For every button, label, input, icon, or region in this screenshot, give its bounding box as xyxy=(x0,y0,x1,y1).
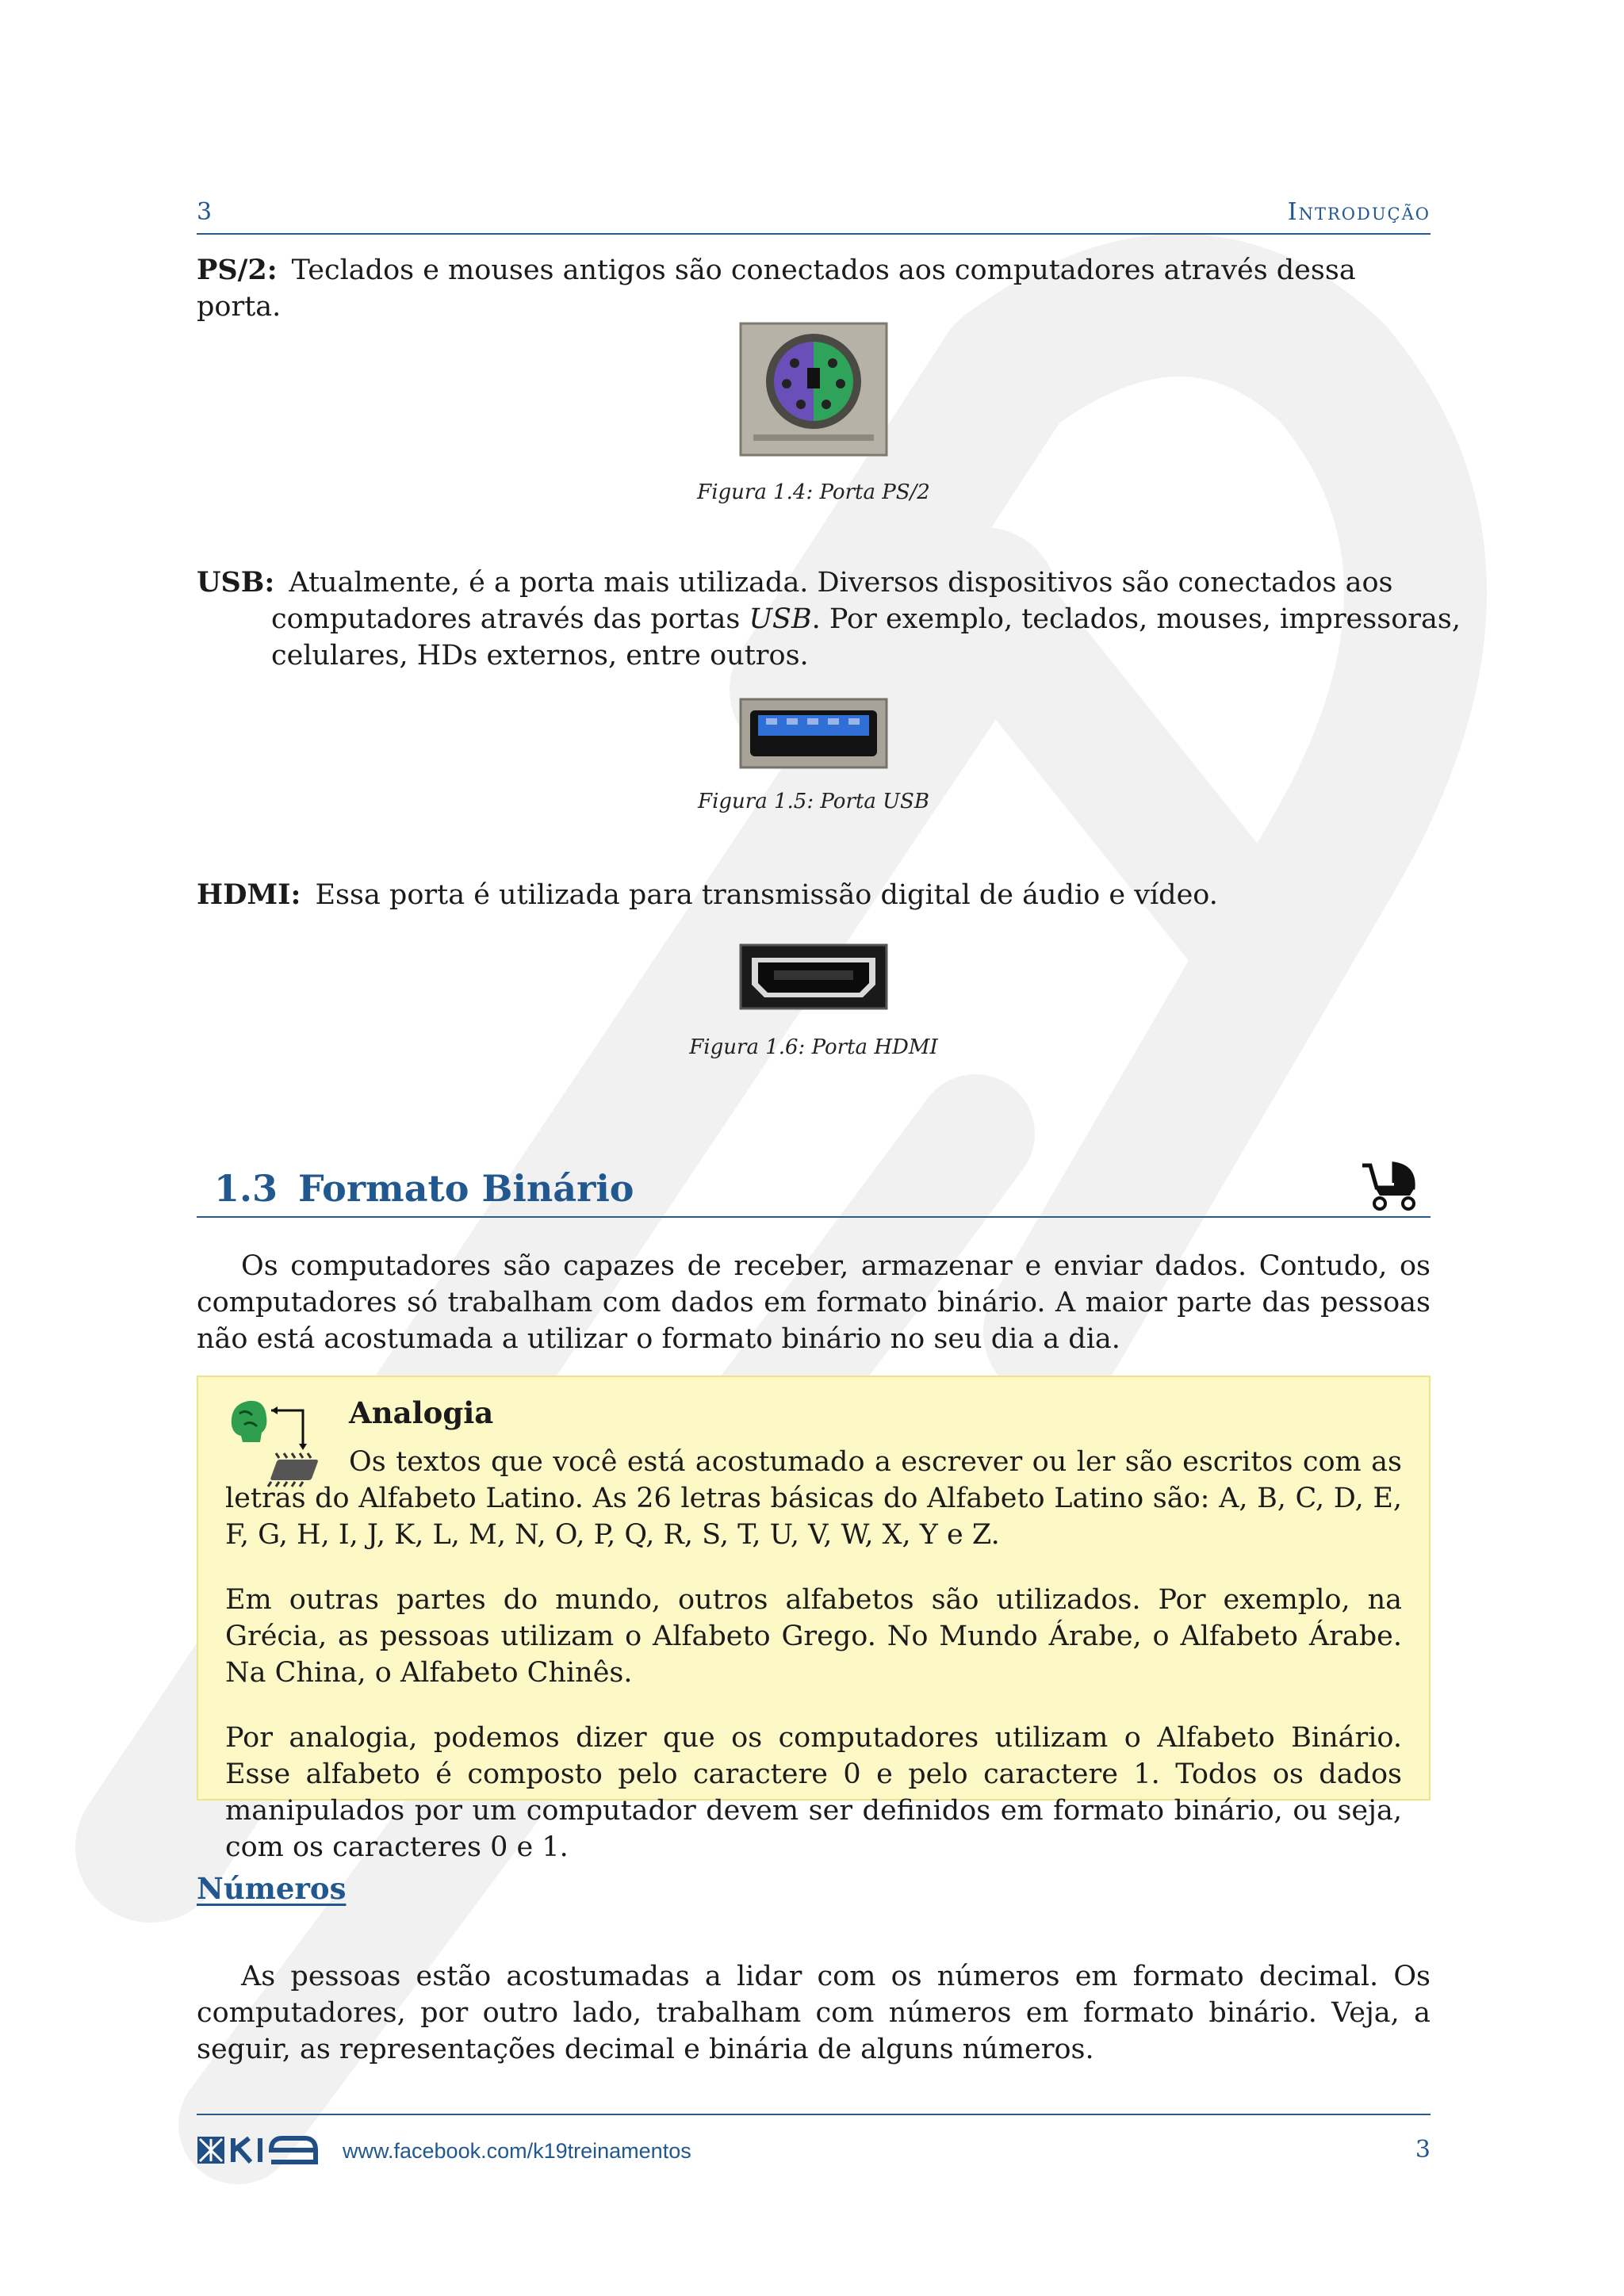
figure-caption: Figura 1.6: Porta HDMI xyxy=(689,1035,938,1059)
page xyxy=(197,0,1461,2296)
analogy-paragraph: Em outras partes do mundo, outros alfabetos são utilizados. Por exemplo, na Grécia, as pessoas utilizam o Alfabeto Grego. No Mundo Árabe, o Alfabeto Árabe. Na China, o Alfabeto Chinês. xyxy=(225,1584,1402,1689)
port-description: Teclados e mouses antigos são conectados aos computadores através dessa porta. xyxy=(197,254,1356,323)
figure-usb xyxy=(197,698,1431,813)
port-description-cont: . Por exemplo, teclados, mouses, impressoras, celulares, HDs externos, entre outros. xyxy=(271,603,1461,672)
analogy-body xyxy=(225,1444,1402,1894)
usb-port-image xyxy=(739,698,888,769)
ps2-port-image xyxy=(739,322,888,457)
hdmi-port-image xyxy=(739,943,888,1010)
port-term: PS/2: xyxy=(197,254,278,286)
section-title: Formato Binário xyxy=(298,1167,634,1210)
k19-logo xyxy=(197,2136,320,2164)
figure-caption: Figura 1.4: Porta PS/2 xyxy=(697,480,930,504)
port-item-usb xyxy=(197,564,1505,674)
header-chapter-title: Introdução xyxy=(1287,198,1431,226)
intro-paragraph: Os computadores são capazes de receber, armazenar e enviar dados. Contudo, os computadores só trabalham com dados em formato binário. A maior parte das pessoas não está acostumada a utilizar o formato binário no seu dia a dia. xyxy=(197,1250,1431,1355)
section-number: 1.3 xyxy=(214,1167,278,1210)
analogy-paragraph: Os textos que você está acostumado a escrever ou ler são escritos com as letras do Alfabeto Latino. As 26 letras básicas do Alfabeto Latino são: A, B, C, D, E, F, G, H, I, J, K, L, M, N, O, P, Q, R, S, T, U, V, W, X, Y e Z. xyxy=(225,1446,1402,1551)
figure-hdmi xyxy=(197,943,1431,1059)
numbers-paragraph: As pessoas estão acostumadas a lidar com os números em formato decimal. Os computadores, por outro lado, trabalham com números em formato binário. Veja, a seguir, as representações decimal e binária de alguns números. xyxy=(197,1961,1431,2065)
analogy-paragraph: Por analogia, podemos dizer que os computadores utilizam o Alfabeto Binário. Esse alfabeto é composto pelo caractere 0 e pelo caractere 1. Todos os dados manipulados por um computador devem ser definidos em formato binário, ou seja, com os caracteres 0 e 1. xyxy=(225,1722,1402,1863)
section-heading xyxy=(197,1162,1431,1218)
port-term: HDMI: xyxy=(197,878,301,911)
port-description: Atualmente, é a porta mais utilizada. Diversos dispositivos são conectados aos computadores através das portas xyxy=(271,567,1393,635)
port-term: USB: xyxy=(197,566,275,599)
figure-caption: Figura 1.5: Porta USB xyxy=(698,790,929,813)
footer-page-number: 3 xyxy=(1415,2136,1431,2164)
port-item-ps2 xyxy=(197,252,1431,325)
stroller-icon xyxy=(1359,1159,1421,1211)
port-item-hdmi xyxy=(197,877,1431,913)
header-page-number: 3 xyxy=(197,198,213,226)
port-description-emphasis: USB xyxy=(749,603,812,635)
figure-ps2 xyxy=(197,322,1431,504)
port-description: Essa porta é utilizada para transmissão digital de áudio e vídeo. xyxy=(315,879,1218,911)
analogy-box xyxy=(197,1376,1431,1863)
running-head xyxy=(197,195,1431,235)
page-footer xyxy=(197,2114,1431,2179)
subsection-title: Números xyxy=(197,1871,347,1906)
analogy-heading: Analogia xyxy=(349,1395,494,1430)
footer-url[interactable]: www.facebook.com/k19treinamentos xyxy=(343,2139,691,2163)
